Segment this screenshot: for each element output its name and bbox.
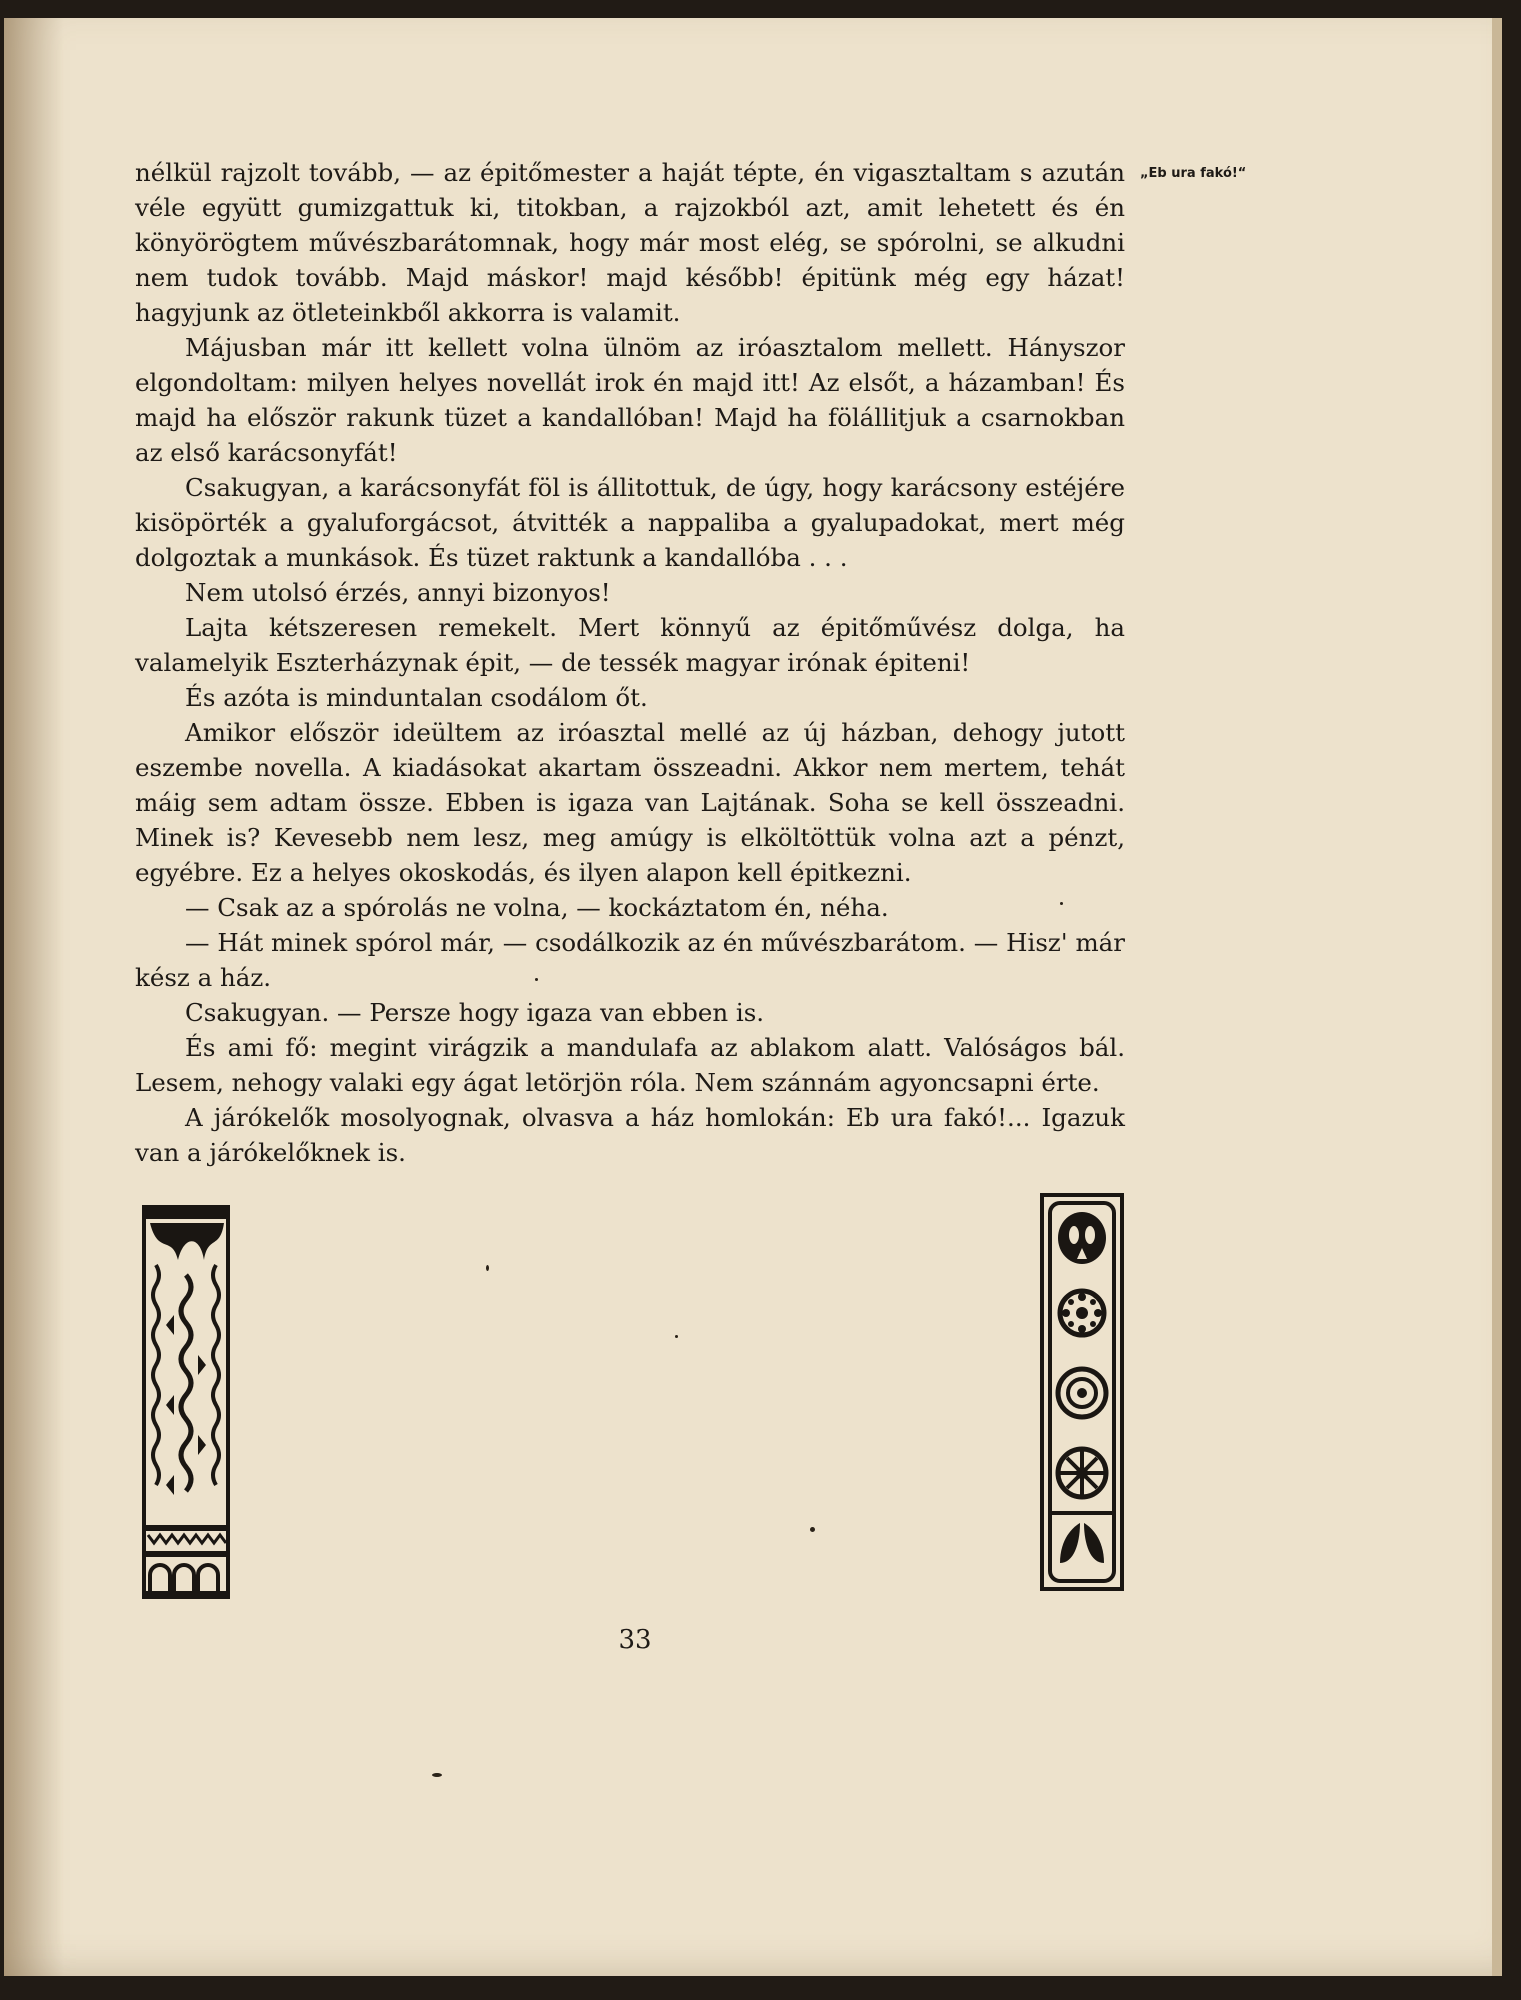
paragraph: Májusban már itt kellett volna ülnöm az iróasztalom mellett. Hányszor elgondoltam: milyen helyes novellát irok én majd itt! Az elsőt, a házamban! És majd ha először rakunk tüzet a kandallóban! Majd ha fölállitjuk a csarnokban az első karácsonyfát! xyxy=(135,333,1125,467)
paper-speck xyxy=(432,1773,442,1777)
dialogue-line: — Hát minek spórol már, — csodálkozik az én művészbarátom. — Hisz' már kész a ház. xyxy=(135,928,1125,992)
paper-speck xyxy=(810,1527,815,1532)
paper-speck xyxy=(1060,902,1063,905)
paragraph: Csakugyan. — Persze hogy igaza van ebben is. xyxy=(185,998,765,1027)
paragraph-continued: nélkül rajzolt tovább, — az épitőmester a haját tépte, én vigasztaltam s azután véle együtt gumizgattuk ki, titokban, a rajzokból azt, amit lehetett és én könyörögtem művészbarátomnak, hogy már most elég, se spórolni, se alkudni nem tudok tovább. Majd máskor! majd később! épitünk még egy házat! hagyjunk az ötleteinkből akkorra is valamit. xyxy=(135,158,1125,327)
paper-speck xyxy=(535,978,538,981)
paragraph: Lajta kétszeresen remekelt. Mert könnyű az épitőművész dolga, ha valamelyik Eszterházynak épit, — de tessék magyar irónak épiteni! xyxy=(135,613,1125,677)
paper-speck xyxy=(486,1265,489,1271)
paper-speck xyxy=(675,1335,678,1338)
paragraph: Csakugyan, a karácsonyfát föl is állitottuk, de úgy, hogy karácsony estéjére kisöpörték a gyaluforgácsot, átvitték a nappaliba a gyalupadokat, mert még dolgoztak a munkások. És tüzet raktunk a kandallóba . . . xyxy=(135,473,1125,572)
paragraph: És ami fő: megint virágzik a mandulafa az ablakom alatt. Valóságos bál. Lesem, nehogy valaki egy ágat letörjön róla. Nem szánnám agyoncsapni érte. xyxy=(135,1033,1125,1097)
folk-ornament-left-icon xyxy=(142,1205,230,1599)
page-number: 33 xyxy=(618,1625,652,1655)
paragraph: És azóta is minduntalan csodálom őt. xyxy=(185,683,648,712)
dialogue-line: — Csak az a spórolás ne volna, — kockáztatom én, néha. xyxy=(185,893,889,922)
paragraph: Amikor először ideültem az iróasztal mellé az új házban, dehogy jutott eszembe novella. A kiadásokat akartam összeadni. Akkor nem mertem, tehát máig sem adtam össze. Ebben is igaza van Lajtának. Soha se kell összeadni. Minek is? Kevesebb nem lesz, meg amúgy is elköltöttük volna azt a pénzt, egyébre. Ez a helyes okoskodás, és ilyen alapon kell épitkezni. xyxy=(135,718,1125,887)
paragraph: Nem utolsó érzés, annyi bizonyos! xyxy=(185,578,611,607)
paragraph: A járókelők mosolyognak, olvasva a ház homlokán: Eb ura fakó!... Igazuk van a járókelőknek is. xyxy=(135,1103,1125,1167)
page-gutter-shadow xyxy=(4,18,64,1976)
body-text xyxy=(135,155,1125,1170)
margin-note: „Eb ura fakó!“ xyxy=(1140,166,1247,181)
folk-ornament-right-icon xyxy=(1040,1193,1124,1591)
